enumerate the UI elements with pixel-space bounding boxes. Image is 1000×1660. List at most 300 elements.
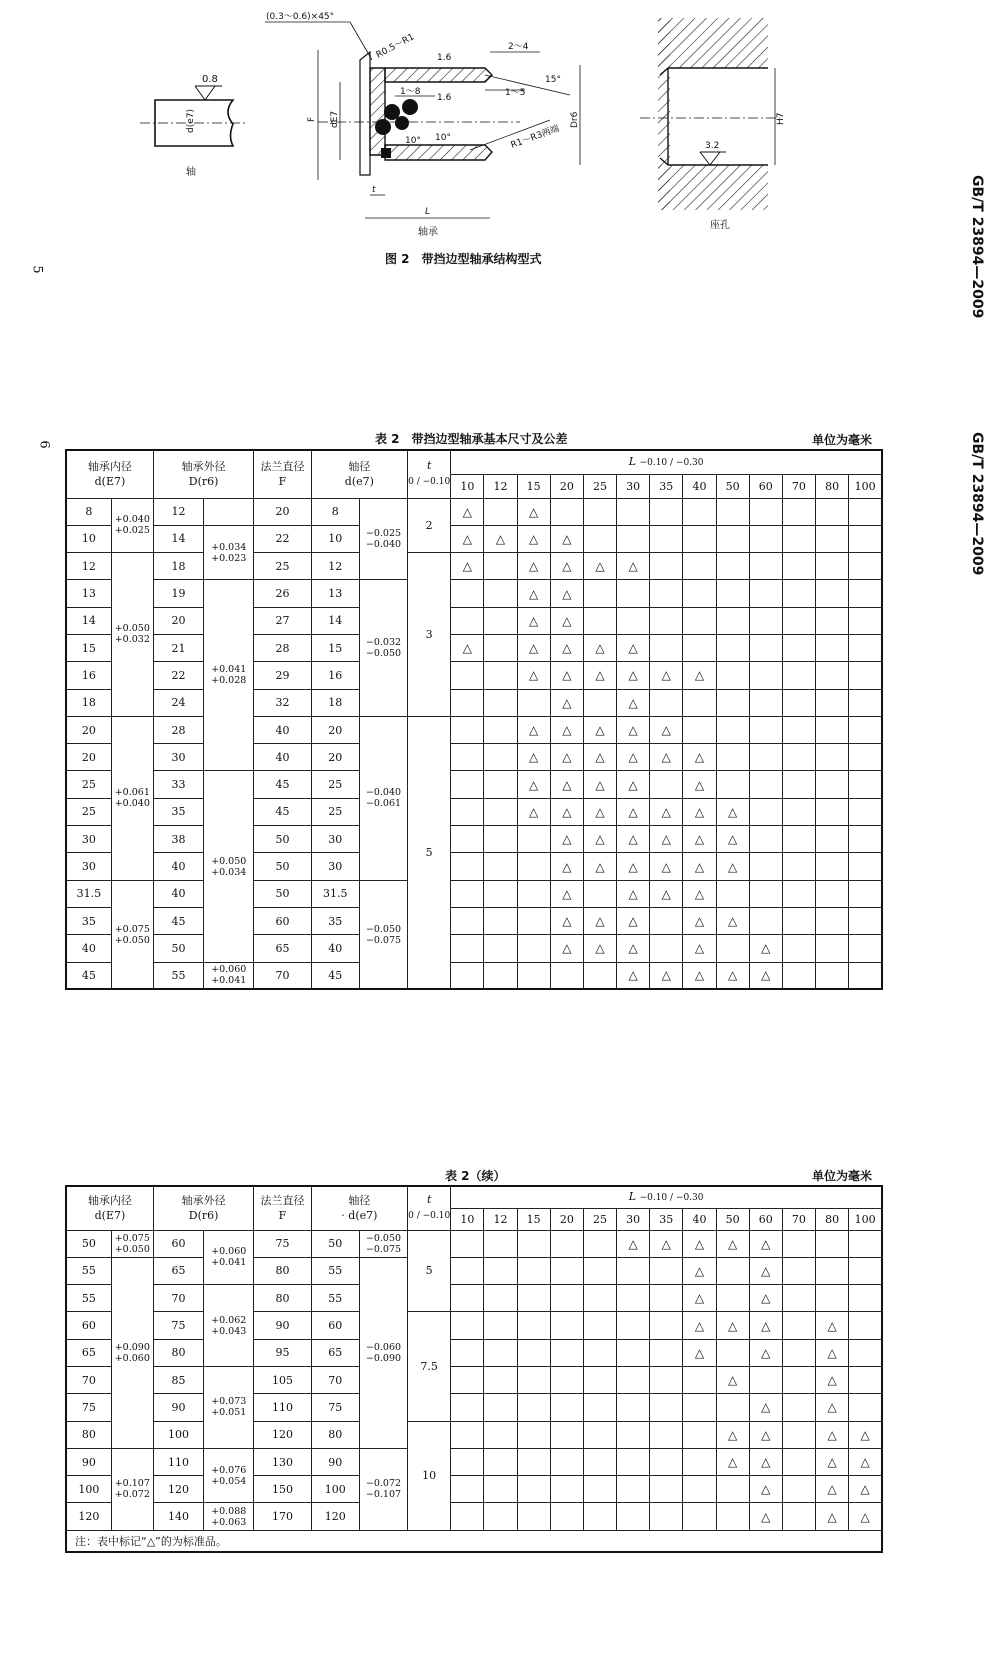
outer-tolerance: +0.034 +0.023 [204,525,254,580]
inner-diameter: 50 [66,1230,111,1257]
outer-diameter: 75 [153,1312,203,1339]
empty-cell [749,826,782,853]
header-inner-diameter [66,1186,153,1230]
flange-diameter: 130 [254,1448,311,1475]
dim-F: F [307,116,317,122]
standard-mark: △ [683,744,716,771]
empty-cell [650,1448,683,1475]
empty-cell [517,689,550,716]
empty-cell [716,1257,749,1284]
standard-mark: △ [617,935,650,962]
flange-diameter: 50 [254,853,311,880]
empty-cell [782,1339,815,1366]
inner-diameter: 13 [66,580,111,607]
table-row [66,1476,882,1503]
empty-cell [484,689,517,716]
dim-1-8: 1～8 [400,87,421,97]
flange-diameter: 40 [254,716,311,743]
standard-mark: △ [617,880,650,907]
outer-diameter: 60 [153,1230,203,1257]
standard-mark: △ [749,1312,782,1339]
empty-cell [782,962,815,989]
header-inner-sub: d(E7) [94,475,126,489]
header-L-value: 25 [583,474,616,498]
standard-mark: △ [517,498,550,525]
table1 [65,449,883,990]
empty-cell [816,962,849,989]
inner-tolerance: +0.075 +0.050 [111,1230,153,1257]
empty-cell [782,1366,815,1393]
empty-cell [849,962,882,989]
empty-cell [749,607,782,634]
standard-mark: △ [583,634,616,661]
standard-mark: △ [550,580,583,607]
inner-diameter: 80 [66,1421,111,1448]
table-row [66,935,882,962]
header-flange-diameter [254,1186,311,1230]
flange-thickness: 2 [408,498,451,553]
header-shaft-sub: d(e7) [344,475,374,489]
seat-label: 座孔 [710,220,730,231]
empty-cell [650,1366,683,1393]
standard-mark: △ [683,935,716,962]
standard-mark: △ [716,826,749,853]
empty-cell [451,1285,484,1312]
empty-cell [716,634,749,661]
empty-cell [484,798,517,825]
outer-diameter: 50 [153,935,203,962]
standard-mark: △ [749,1421,782,1448]
empty-cell [816,1257,849,1284]
empty-cell [782,1312,815,1339]
standard-mark: △ [550,826,583,853]
empty-cell [749,662,782,689]
outer-diameter: 70 [153,1285,203,1312]
empty-cell [550,1230,583,1257]
outer-diameter: 20 [153,607,203,634]
empty-cell [484,1339,517,1366]
shaft-diameter: 120 [311,1503,359,1530]
shaft-diameter: 60 [311,1312,359,1339]
empty-cell [849,525,882,552]
empty-cell [816,525,849,552]
empty-cell [617,1257,650,1284]
table-row [66,962,882,989]
flange-diameter: 65 [254,935,311,962]
standard-mark: △ [517,580,550,607]
radius-top: R0.5～R1 [374,32,417,61]
table-row [66,716,882,743]
table-row [66,1394,882,1421]
empty-cell [650,607,683,634]
outer-tolerance: +0.073 +0.051 [204,1366,254,1448]
empty-cell [716,662,749,689]
standard-mark: △ [716,907,749,934]
standard-mark: △ [550,880,583,907]
empty-cell [517,907,550,934]
standard-mark: △ [583,826,616,853]
standard-mark: △ [451,525,484,552]
outer-diameter: 24 [153,689,203,716]
flange-thickness: 3 [408,553,451,717]
outer-tolerance: +0.060 +0.041 [204,1230,254,1285]
table-row [66,1421,882,1448]
standard-mark: △ [716,1230,749,1257]
flange-thickness: 7.5 [408,1312,451,1421]
empty-cell [683,1448,716,1475]
standard-mark: △ [816,1339,849,1366]
empty-cell [782,580,815,607]
empty-cell [683,1421,716,1448]
standard-mark: △ [683,798,716,825]
standard-mark: △ [816,1476,849,1503]
table-row [66,826,882,853]
dim-Dr6: Dr6 [570,111,580,128]
standard-mark: △ [517,716,550,743]
outer-diameter: 55 [153,962,203,989]
standard-mark: △ [550,744,583,771]
empty-cell [650,689,683,716]
empty-cell [583,1257,616,1284]
empty-cell [583,1312,616,1339]
flange-diameter: 29 [254,662,311,689]
header-L-value: 12 [484,474,517,498]
header-t-label: t [426,1193,432,1207]
standard-mark: △ [749,1448,782,1475]
header-L-tol: −0.10 / −0.30 [639,457,704,468]
outer-diameter: 110 [153,1448,203,1475]
empty-cell [617,1312,650,1339]
table-row [66,853,882,880]
header-L-value: 25 [583,1208,616,1230]
standard-mark: △ [550,907,583,934]
empty-cell [550,1366,583,1393]
empty-cell [849,771,882,798]
standard-mark: △ [650,880,683,907]
empty-cell [550,1285,583,1312]
empty-cell [583,580,616,607]
table2-unit: 单位为毫米 [812,1169,873,1183]
standard-mark: △ [683,771,716,798]
inner-diameter: 40 [66,935,111,962]
empty-cell [782,607,815,634]
empty-cell [716,1394,749,1421]
standard-mark: △ [816,1366,849,1393]
standard-mark: △ [617,771,650,798]
header-L-value: 70 [782,1208,815,1230]
empty-cell [782,1448,815,1475]
header-L-value: 35 [650,474,683,498]
outer-diameter: 12 [153,498,203,525]
outer-diameter: 40 [153,853,203,880]
shaft-diameter: 31.5 [311,880,359,907]
empty-cell [583,1366,616,1393]
empty-cell [716,580,749,607]
standard-mark: △ [517,771,550,798]
empty-cell [451,771,484,798]
header-outer-sub: D(r6) [188,475,219,489]
empty-cell [617,580,650,607]
empty-cell [650,907,683,934]
table1-title: 表 2 带挡边型轴承基本尺寸及公差 [375,432,568,446]
flange-diameter: 70 [254,962,311,989]
standard-mark: △ [749,1230,782,1257]
table1-unit: 单位为毫米 [812,433,873,447]
inner-diameter: 14 [66,607,111,634]
standard-mark: △ [617,798,650,825]
header-L-value: 10 [451,474,484,498]
empty-cell [550,1394,583,1421]
bearing-label: 轴承 [418,227,438,238]
header-shaft-sub: · d(e7) [341,1209,378,1223]
empty-cell [451,1230,484,1257]
shaft-diameter: 55 [311,1285,359,1312]
empty-cell [782,907,815,934]
empty-cell [550,498,583,525]
outer-diameter: 100 [153,1421,203,1448]
outer-tolerance: +0.062 +0.043 [204,1285,254,1367]
standard-mark: △ [683,1230,716,1257]
standard-mark: △ [650,853,683,880]
empty-cell [816,880,849,907]
header-L-label: L [628,454,637,468]
outer-diameter: 33 [153,771,203,798]
inner-diameter: 35 [66,907,111,934]
standard-mark: △ [517,662,550,689]
header-inner-label: 轴承内径 [87,460,132,474]
standard-mark: △ [583,716,616,743]
standard-mark: △ [816,1421,849,1448]
table-row [66,1503,882,1530]
shaft-diameter: 70 [311,1366,359,1393]
header-outer-label: 轴承外径 [181,1194,226,1208]
outer-diameter: 21 [153,634,203,661]
header-flange-sub: F [278,1209,287,1223]
table-row [66,662,882,689]
inner-tolerance: +0.050 +0.032 [111,553,153,717]
bearing-section [265,12,580,238]
standard-mark: △ [650,1230,683,1257]
empty-cell [849,1257,882,1284]
shaft-tolerance: −0.025 −0.040 [359,498,407,580]
standard-mark: △ [617,716,650,743]
flange-diameter: 20 [254,498,311,525]
standard-code-top: GB/T 23894—2009 [969,175,985,319]
flange-diameter: 80 [254,1285,311,1312]
header-t-tol: 0 / −0.10 [408,477,451,488]
empty-cell [517,853,550,880]
empty-cell [484,1421,517,1448]
standard-mark: △ [583,744,616,771]
empty-cell [451,853,484,880]
empty-cell [451,689,484,716]
empty-cell [816,744,849,771]
standard-mark: △ [749,1285,782,1312]
empty-cell [816,689,849,716]
empty-cell [782,553,815,580]
empty-cell [550,1312,583,1339]
empty-cell [782,744,815,771]
empty-cell [749,907,782,934]
shaft-diameter: 10 [311,525,359,552]
flange-diameter: 150 [254,1476,311,1503]
empty-cell [816,580,849,607]
standard-mark: △ [583,798,616,825]
header-L-value: 35 [650,1208,683,1230]
outer-diameter: 45 [153,907,203,934]
standard-mark: △ [650,716,683,743]
empty-cell [451,1339,484,1366]
empty-cell [749,498,782,525]
standard-mark: △ [849,1421,882,1448]
header-L-value: 30 [617,474,650,498]
shaft-tolerance: −0.072 −0.107 [359,1448,407,1530]
empty-cell [782,1421,815,1448]
empty-cell [849,553,882,580]
flange-diameter: 105 [254,1366,311,1393]
empty-cell [517,1366,550,1393]
table-row [66,1230,882,1257]
empty-cell [451,1503,484,1530]
table-row [66,798,882,825]
empty-cell [716,1476,749,1503]
empty-cell [484,935,517,962]
empty-cell [849,580,882,607]
empty-cell [484,1230,517,1257]
standard-mark: △ [683,880,716,907]
shaft-diameter: 80 [311,1421,359,1448]
empty-cell [716,716,749,743]
standard-mark: △ [617,962,650,989]
empty-cell [517,1312,550,1339]
empty-cell [451,607,484,634]
standard-mark: △ [749,1339,782,1366]
header-shaft-label: 轴径 [348,460,371,474]
shaft-label: 轴 [186,167,196,178]
outer-diameter: 120 [153,1476,203,1503]
dim-L: L [425,207,431,217]
empty-cell [683,1503,716,1530]
empty-cell [550,1257,583,1284]
header-shaft-label: 轴径 [348,1194,371,1208]
standard-mark: △ [683,1257,716,1284]
empty-cell [716,525,749,552]
standard-mark: △ [451,498,484,525]
outer-diameter: 35 [153,798,203,825]
table-row [66,498,882,525]
empty-cell [650,634,683,661]
flange-thickness: 5 [408,1230,451,1312]
empty-cell [451,935,484,962]
empty-cell [550,1421,583,1448]
inner-diameter: 12 [66,553,111,580]
header-L-value: 12 [484,1208,517,1230]
seat-roughness: 3.2 [705,141,720,151]
standard-mark: △ [484,525,517,552]
empty-cell [849,853,882,880]
table-row [66,607,882,634]
shaft-drawing [140,74,245,178]
empty-cell [782,880,815,907]
empty-cell [849,935,882,962]
empty-cell [451,1394,484,1421]
empty-cell [782,853,815,880]
standard-mark: △ [683,662,716,689]
shaft-diameter: 35 [311,907,359,934]
header-L-value: 10 [451,1208,484,1230]
standard-mark: △ [617,553,650,580]
angle-10b: 10° [435,133,451,143]
empty-cell [517,1339,550,1366]
shaft-diameter: 30 [311,826,359,853]
table-row [66,880,882,907]
empty-cell [517,1257,550,1284]
empty-cell [550,1339,583,1366]
empty-cell [583,1448,616,1475]
header-shaft-diameter [311,1186,407,1230]
standard-mark: △ [550,525,583,552]
flange-diameter: 25 [254,553,311,580]
empty-cell [650,1312,683,1339]
shaft-diameter: 40 [311,935,359,962]
empty-cell [451,1312,484,1339]
standard-mark: △ [550,689,583,716]
empty-cell [816,498,849,525]
shaft-diameter: 8 [311,498,359,525]
standard-mark: △ [816,1448,849,1475]
standard-mark: △ [749,1394,782,1421]
empty-cell [782,1257,815,1284]
flange-diameter: 45 [254,798,311,825]
empty-cell [749,1366,782,1393]
empty-cell [451,716,484,743]
empty-cell [451,1476,484,1503]
empty-cell [484,1448,517,1475]
inner-diameter: 8 [66,498,111,525]
empty-cell [782,1285,815,1312]
empty-cell [782,798,815,825]
standard-mark: △ [683,1312,716,1339]
empty-cell [816,607,849,634]
standard-mark: △ [583,853,616,880]
dim-2-4: 2～4 [508,42,529,52]
flange-diameter: 26 [254,580,311,607]
header-flange-sub: F [278,475,287,489]
empty-cell [650,1285,683,1312]
table-row [66,1257,882,1284]
inner-diameter: 31.5 [66,880,111,907]
header-inner-sub: d(E7) [94,1209,126,1223]
empty-cell [782,662,815,689]
standard-mark: △ [683,1285,716,1312]
empty-cell [583,1476,616,1503]
seat-drawing [640,18,786,231]
inner-diameter: 25 [66,771,111,798]
table2-title: 表 2（续） [445,1169,506,1183]
empty-cell [716,1339,749,1366]
standard-mark: △ [617,634,650,661]
outer-tolerance: +0.041 +0.028 [204,580,254,771]
empty-cell [816,662,849,689]
header-inner-label: 轴承内径 [87,1194,132,1208]
empty-cell [484,553,517,580]
shaft-diameter: 50 [311,1230,359,1257]
empty-cell [683,498,716,525]
empty-cell [816,907,849,934]
header-L [451,450,882,474]
inner-diameter: 90 [66,1448,111,1475]
empty-cell [650,1503,683,1530]
